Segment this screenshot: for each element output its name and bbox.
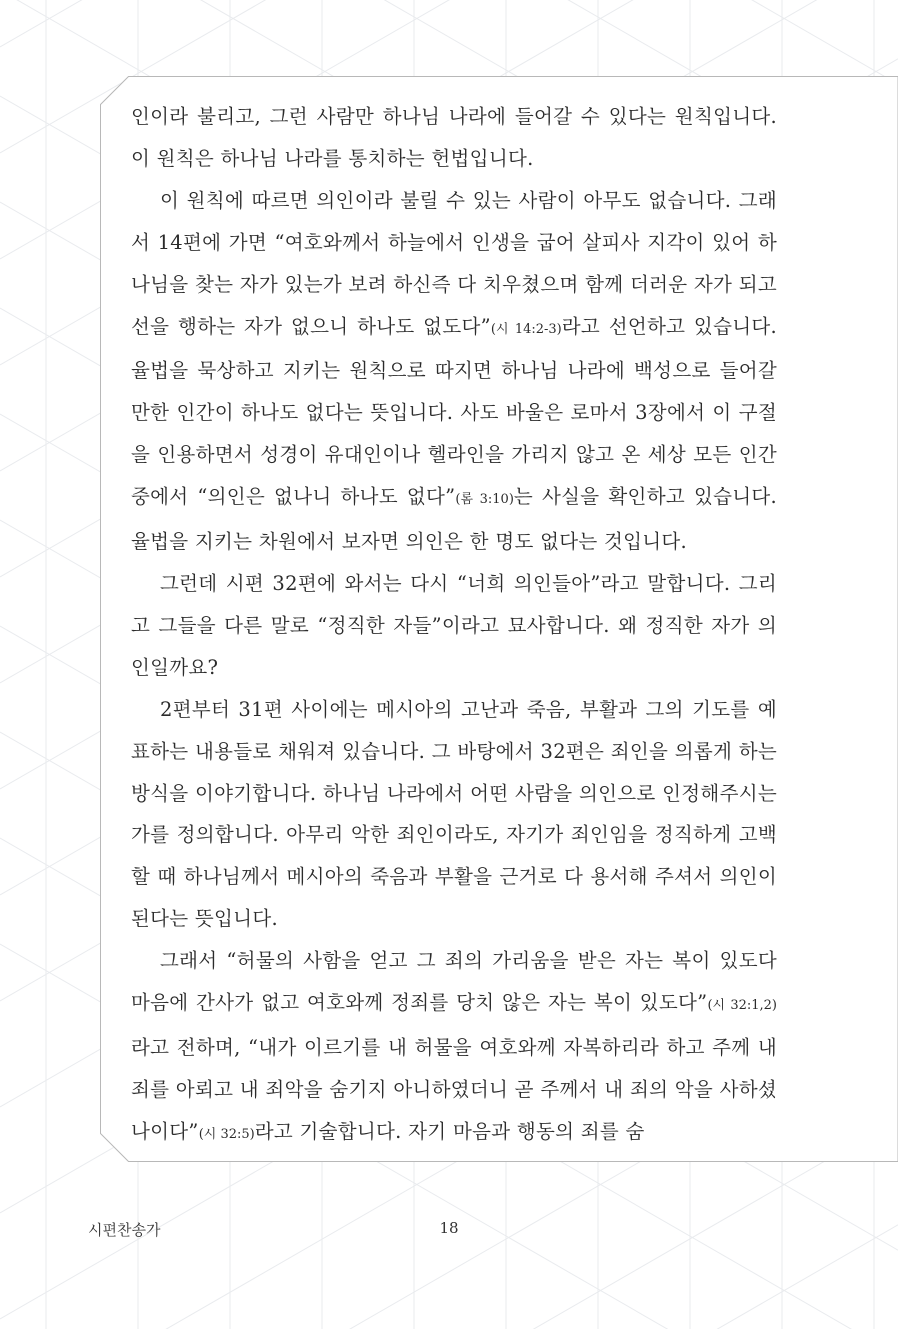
body-paragraph bbox=[131, 180, 777, 563]
paragraph-text: 2편부터 31편 사이에는 메시아의 고난과 죽음, 부활과 그의 기도를 예표하는 내용들로 채워져 있습니다. 그 바탕에서 32편은 죄인을 의롭게 하는 방식을 이야기합니다. 하나님 나라에서 어떤 사람을 의인으로 인정해주시는가를 정의합니다. 아무리 악한 죄인이라도, 자기가 죄인임을 정직하게 고백할 때 하나님께서 메시아의 죽음과 부활을 근거로 다 용서해 주셔서 의인이 된다는 뜻입니다. bbox=[131, 697, 777, 931]
body-paragraph bbox=[131, 96, 777, 180]
paragraph-text: 라고 선언하고 있습니다. 율법을 묵상하고 지키는 원칙으로 따지면 하나님 나라에 백성으로 들어갈 만한 인간이 하나도 없다는 뜻입니다. 사도 바울은 로마서 3장에서 이 구절을 인용하면서 성경이 유대인이나 헬라인을 가리지 않고 온 세상 모든 인간 중에서 “의인은 없나니 하나도 없다” bbox=[131, 314, 777, 509]
body-paragraph bbox=[131, 940, 777, 1156]
body-paragraph bbox=[131, 689, 777, 940]
lattice-line bbox=[0, 0, 898, 47]
paragraph-text: 이 원칙에 따르면 의인이라 불릴 수 있는 사람이 아무도 없습니다. 그래서 14편에 가면 “여호와께서 하늘에서 인생을 굽어 살피사 지각이 있어 하나님을 찾는 자가 있는가 보려 하신즉 다 치우쳤으며 함께 더러운 자가 되고 선을 행하는 자가 없으니 하나도 없도다” bbox=[131, 188, 777, 338]
body-paragraph bbox=[131, 563, 777, 689]
page-number: 18 bbox=[439, 1219, 459, 1237]
scripture-reference: (시 14:2-3) bbox=[490, 321, 562, 337]
scripture-reference: (시 32:1,2) bbox=[707, 998, 777, 1014]
paragraph-text: 그래서 “허물의 사함을 얻고 그 죄의 가리움을 받은 자는 복이 있도다 마음에 간사가 없고 여호와께 정죄를 당치 않은 자는 복이 있도다” bbox=[131, 949, 777, 1015]
paragraph-text: 라고 기술합니다. 자기 마음과 행동의 죄를 숨 bbox=[254, 1119, 645, 1143]
paragraph-text: 인이라 불리고, 그런 사람만 하나님 나라에 들어갈 수 있다는 원칙입니다. 이 원칙은 하나님 나라를 통치하는 헌법입니다. bbox=[131, 105, 777, 170]
footer-book-title: 시편찬송가 bbox=[88, 1221, 161, 1239]
paragraph-text: 라고 전하며, “내가 이르기를 내 허물을 여호와께 자복하리라 하고 주께 내 죄를 아뢰고 내 죄악을 숨기지 아니하였더니 곧 주께서 내 죄의 악을 사하셨나이다” bbox=[131, 1035, 777, 1143]
scripture-reference: (시 32:5) bbox=[198, 1126, 255, 1142]
paragraph-text: 그런데 시편 32편에 와서는 다시 “너희 의인들아”라고 말합니다. 그리고 그들을 다른 말로 “정직한 자들”이라고 묘사합니다. 왜 정직한 자가 의인일까요? bbox=[131, 571, 777, 679]
lattice-line bbox=[0, 1225, 898, 1329]
paragraph-text: 는 사실을 확인하고 있습니다. 율법을 지키는 차원에서 보자면 의인은 한 명도 없다는 것입니다. bbox=[131, 485, 777, 554]
scripture-reference: (롬 3:10) bbox=[455, 492, 514, 508]
body-text bbox=[131, 96, 777, 1156]
lattice-line bbox=[0, 0, 898, 84]
